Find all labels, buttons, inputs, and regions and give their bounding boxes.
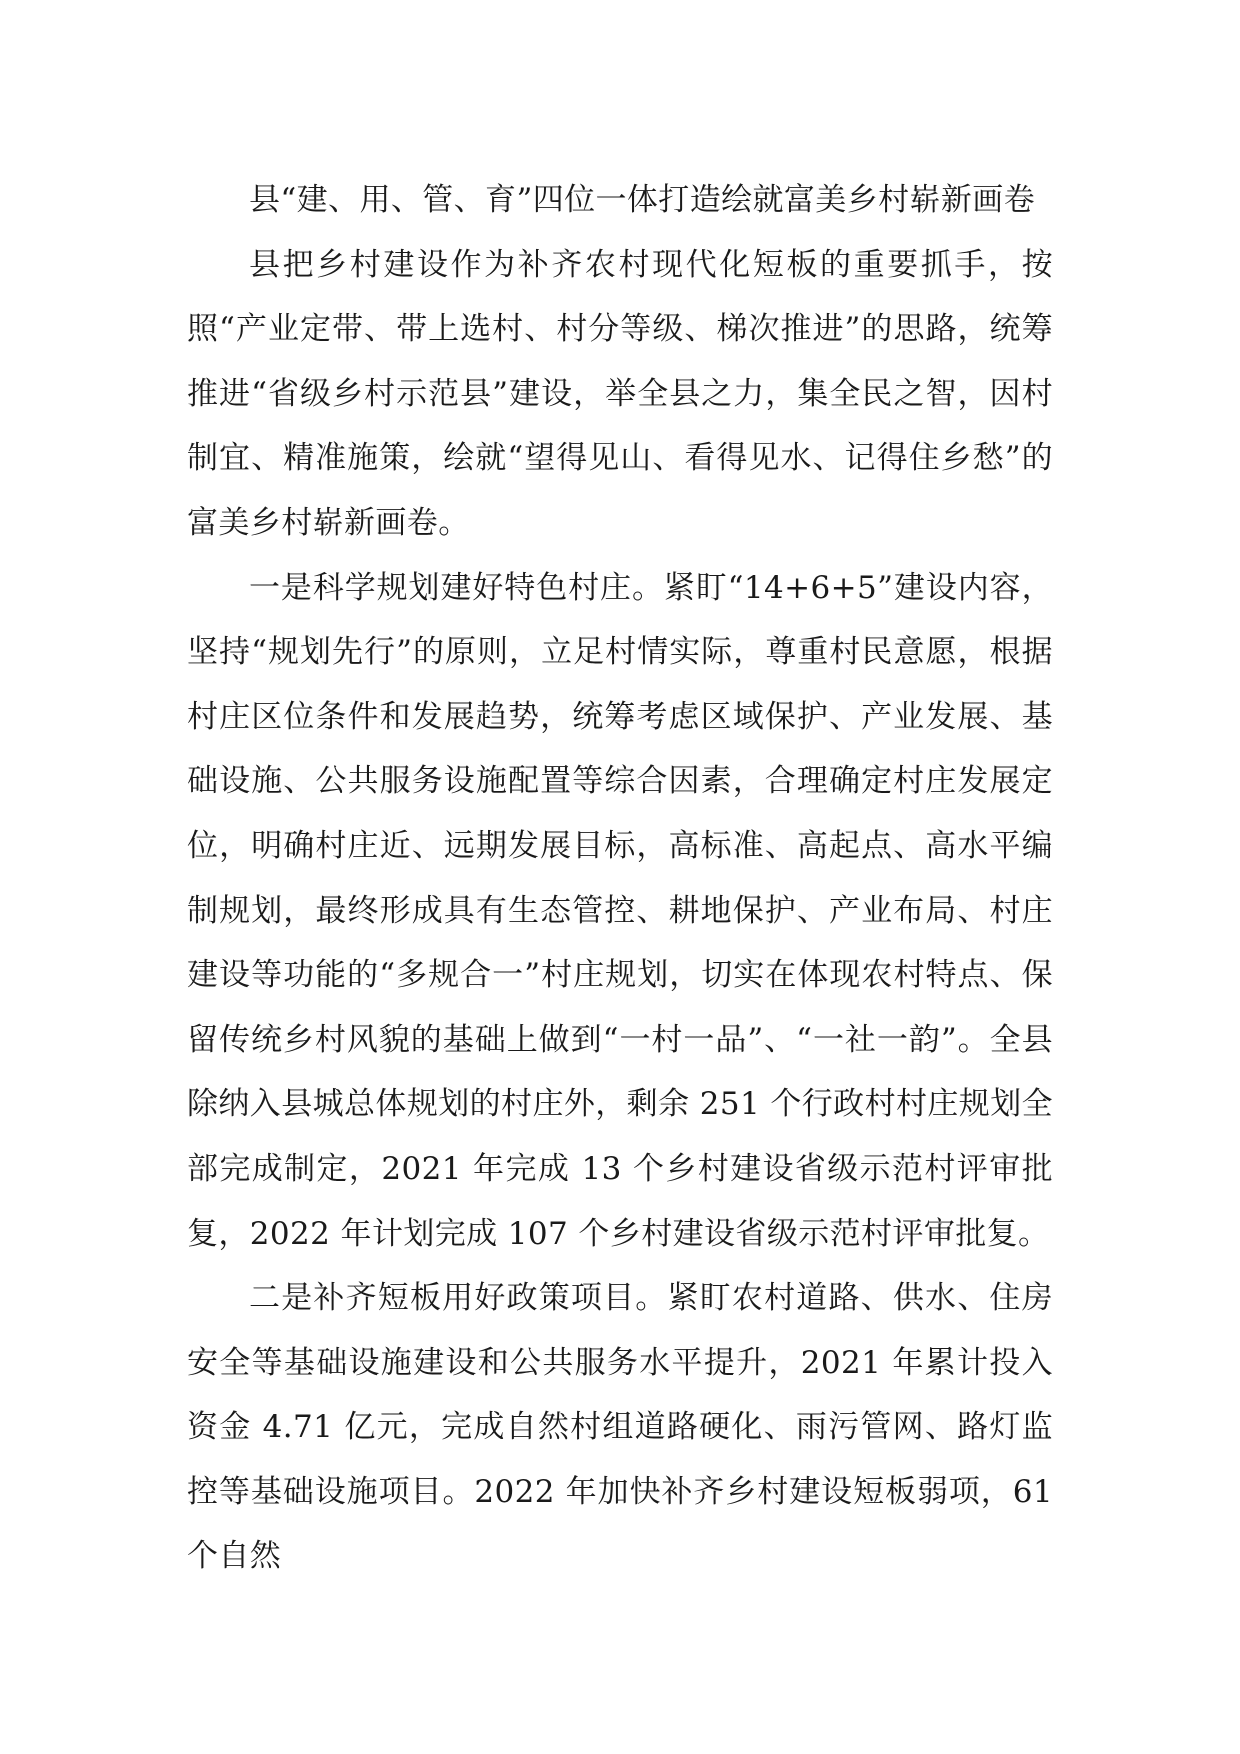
intro-paragraph: 县把乡村建设作为补齐农村现代化短板的重要抓手，按照“产业定带、带上选村、村分等级、梯次推进”的思路，统筹推进“省级乡村示范县”建设，举全县之力，集全民之智，因村制宜、精准施策，绘就“望得见山、看得见水、记得住乡愁”的富美乡村崭新画卷。 (187, 246, 1053, 541)
document-body (187, 168, 1053, 1589)
section-one-paragraph: 一是科学规划建好特色村庄。紧盯“14+6+5”建设内容，坚持“规划先行”的原则，立足村情实际，尊重村民意愿，根据村庄区位条件和发展趋势，统筹考虑区域保护、产业发展、基础设施、公共服务设施配置等综合因素，合理确定村庄发展定位，明确村庄近、远期发展目标，高标准、高起点、高水平编制规划，最终形成具有生态管控、耕地保护、产业布局、村庄建设等功能的“多规合一”村庄规划，切实在体现农村特点、保留传统乡村风貌的基础上做到“一村一品”、“一社一韵”。全县除纳入县城总体规划的村庄外，剩余 251 个行政村村庄规划全部完成制定，2021 年完成 13 个乡村建设省级示范村评审批复，2022 年计划完成 107 个乡村建设省级示范村评审批复。 (187, 569, 1053, 1252)
document-title: 县“建、用、管、育”四位一体打造绘就富美乡村崭新画卷 (249, 182, 1036, 218)
section-two-paragraph: 二是补齐短板用好政策项目。紧盯农村道路、供水、住房安全等基础设施建设和公共服务水平提升，2021 年累计投入资金 4.71 亿元，完成自然村组道路硬化、雨污管网、路灯监控等基础设施项目。2022 年加快补齐乡村建设短板弱项，61 个自然 (187, 1280, 1053, 1575)
